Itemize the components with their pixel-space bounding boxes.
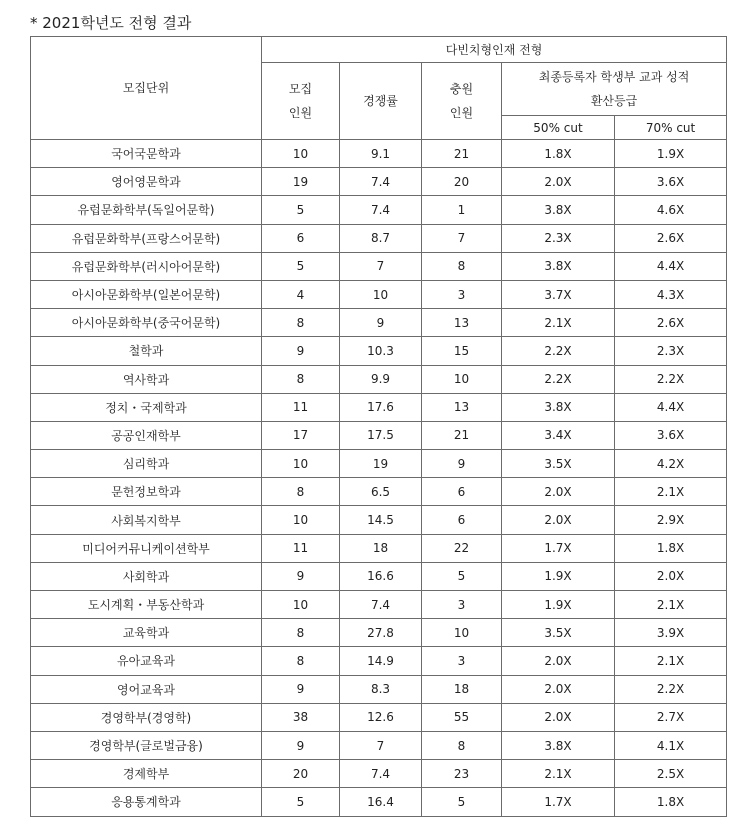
cell-quota: 6 <box>262 224 340 252</box>
cell-cut70: 2.0X <box>615 562 727 590</box>
cell-cut70: 4.4X <box>615 393 727 421</box>
cell-cut70: 4.3X <box>615 280 727 308</box>
cell-quota: 20 <box>262 760 340 788</box>
table-row <box>31 562 727 590</box>
cell-unit: 아시아문화학부(일본어문학) <box>31 280 262 308</box>
cell-competition-rate: 27.8 <box>340 619 422 647</box>
cell-added: 1 <box>422 196 502 224</box>
cell-added: 10 <box>422 365 502 393</box>
cell-unit: 영어교육과 <box>31 675 262 703</box>
cell-unit: 영어영문학과 <box>31 168 262 196</box>
cell-cut50: 2.0X <box>502 168 615 196</box>
cell-quota: 5 <box>262 788 340 816</box>
cell-quota: 17 <box>262 421 340 449</box>
cell-competition-rate: 18 <box>340 534 422 562</box>
cell-added: 55 <box>422 703 502 731</box>
cell-cut50: 3.8X <box>502 252 615 280</box>
cell-cut70: 2.6X <box>615 224 727 252</box>
cell-cut70: 2.5X <box>615 760 727 788</box>
header-quota-line2: 인원 <box>288 106 313 120</box>
cell-quota: 10 <box>262 450 340 478</box>
cell-competition-rate: 8.7 <box>340 224 422 252</box>
cell-competition-rate: 7 <box>340 731 422 759</box>
cell-cut50: 2.2X <box>502 337 615 365</box>
cell-cut70: 3.6X <box>615 421 727 449</box>
cell-cut50: 3.8X <box>502 196 615 224</box>
cell-added: 3 <box>422 647 502 675</box>
cell-quota: 8 <box>262 619 340 647</box>
cell-unit: 사회복지학부 <box>31 506 262 534</box>
table-row <box>31 421 727 449</box>
cell-competition-rate: 6.5 <box>340 478 422 506</box>
table-row <box>31 703 727 731</box>
table-row <box>31 252 727 280</box>
cell-cut50: 2.0X <box>502 703 615 731</box>
cell-cut50: 2.2X <box>502 365 615 393</box>
cell-competition-rate: 9.1 <box>340 140 422 168</box>
header-quota <box>262 63 340 140</box>
cell-competition-rate: 9.9 <box>340 365 422 393</box>
cell-competition-rate: 10.3 <box>340 337 422 365</box>
cell-added: 15 <box>422 337 502 365</box>
cell-cut70: 2.1X <box>615 647 727 675</box>
cell-cut50: 3.5X <box>502 619 615 647</box>
header-quota-line1: 모집 <box>288 82 313 96</box>
cell-added: 5 <box>422 562 502 590</box>
cell-unit: 사회학과 <box>31 562 262 590</box>
cell-competition-rate: 8.3 <box>340 675 422 703</box>
cell-cut50: 3.5X <box>502 450 615 478</box>
cell-added: 13 <box>422 393 502 421</box>
cell-added: 7 <box>422 224 502 252</box>
cell-cut50: 1.7X <box>502 534 615 562</box>
cell-quota: 8 <box>262 647 340 675</box>
cell-cut70: 4.4X <box>615 252 727 280</box>
cell-quota: 9 <box>262 562 340 590</box>
header-added-line1: 충원 <box>449 82 474 96</box>
cell-quota: 8 <box>262 309 340 337</box>
cell-quota: 5 <box>262 252 340 280</box>
cell-competition-rate: 7 <box>340 252 422 280</box>
cell-cut50: 3.8X <box>502 393 615 421</box>
cell-quota: 9 <box>262 337 340 365</box>
cell-cut70: 2.2X <box>615 365 727 393</box>
table-row <box>31 478 727 506</box>
cell-quota: 11 <box>262 534 340 562</box>
cell-cut70: 4.1X <box>615 731 727 759</box>
table-row <box>31 450 727 478</box>
header-added <box>422 63 502 140</box>
table-row <box>31 196 727 224</box>
cell-competition-rate: 10 <box>340 280 422 308</box>
cell-cut70: 2.2X <box>615 675 727 703</box>
table-row <box>31 224 727 252</box>
cell-quota: 11 <box>262 393 340 421</box>
cell-cut70: 4.2X <box>615 450 727 478</box>
cell-added: 22 <box>422 534 502 562</box>
cell-unit: 아시아문화학부(중국어문학) <box>31 309 262 337</box>
cell-unit: 철학과 <box>31 337 262 365</box>
cell-quota: 10 <box>262 140 340 168</box>
table-row <box>31 647 727 675</box>
cell-quota: 19 <box>262 168 340 196</box>
cell-added: 18 <box>422 675 502 703</box>
cell-unit: 유럽문화학부(러시아어문학) <box>31 252 262 280</box>
cell-cut70: 3.9X <box>615 619 727 647</box>
cell-added: 21 <box>422 421 502 449</box>
cell-unit: 교육학과 <box>31 619 262 647</box>
cell-competition-rate: 7.4 <box>340 196 422 224</box>
cell-cut50: 1.8X <box>502 140 615 168</box>
cell-cut50: 2.0X <box>502 647 615 675</box>
cell-unit: 국어국문학과 <box>31 140 262 168</box>
cell-cut50: 2.0X <box>502 478 615 506</box>
cell-competition-rate: 14.5 <box>340 506 422 534</box>
cell-added: 21 <box>422 140 502 168</box>
cell-added: 5 <box>422 788 502 816</box>
cell-competition-rate: 7.4 <box>340 760 422 788</box>
cell-unit: 정치・국제학과 <box>31 393 262 421</box>
cell-cut50: 2.1X <box>502 309 615 337</box>
cell-cut70: 1.8X <box>615 534 727 562</box>
cell-cut70: 1.8X <box>615 788 727 816</box>
cell-added: 20 <box>422 168 502 196</box>
cell-unit: 유아교육과 <box>31 647 262 675</box>
table-row <box>31 591 727 619</box>
cell-cut70: 2.9X <box>615 506 727 534</box>
cell-unit: 유럽문화학부(프랑스어문학) <box>31 224 262 252</box>
cell-cut50: 2.0X <box>502 506 615 534</box>
cell-competition-rate: 19 <box>340 450 422 478</box>
cell-competition-rate: 16.4 <box>340 788 422 816</box>
cell-added: 6 <box>422 478 502 506</box>
cell-competition-rate: 12.6 <box>340 703 422 731</box>
table-row <box>31 337 727 365</box>
cell-cut70: 1.9X <box>615 140 727 168</box>
header-grade-line1: 최종등록자 학생부 교과 성적 <box>538 70 690 84</box>
header-grade-line2: 환산등급 <box>590 94 638 108</box>
table-row <box>31 534 727 562</box>
cell-competition-rate: 9 <box>340 309 422 337</box>
cell-cut50: 2.1X <box>502 760 615 788</box>
cell-competition-rate: 7.4 <box>340 168 422 196</box>
cell-competition-rate: 16.6 <box>340 562 422 590</box>
admission-results-table <box>30 36 727 817</box>
cell-cut70: 3.6X <box>615 168 727 196</box>
cell-cut50: 1.9X <box>502 591 615 619</box>
table-row <box>31 760 727 788</box>
table-row <box>31 393 727 421</box>
cell-cut50: 2.0X <box>502 675 615 703</box>
cell-quota: 10 <box>262 506 340 534</box>
table-body <box>31 140 727 817</box>
cell-cut50: 3.7X <box>502 280 615 308</box>
table-row <box>31 365 727 393</box>
cell-quota: 9 <box>262 731 340 759</box>
header-unit: 모집단위 <box>31 37 262 140</box>
table-row <box>31 619 727 647</box>
cell-added: 3 <box>422 280 502 308</box>
cell-quota: 9 <box>262 675 340 703</box>
cell-cut70: 2.7X <box>615 703 727 731</box>
header-grade <box>502 63 727 116</box>
header-competition: 경쟁률 <box>340 63 422 140</box>
cell-cut70: 2.1X <box>615 591 727 619</box>
cell-unit: 역사학과 <box>31 365 262 393</box>
cell-added: 23 <box>422 760 502 788</box>
table-row <box>31 309 727 337</box>
cell-competition-rate: 14.9 <box>340 647 422 675</box>
header-added-line2: 인원 <box>449 106 474 120</box>
header-group: 다빈치형인재 전형 <box>262 37 727 63</box>
cell-added: 3 <box>422 591 502 619</box>
table-row <box>31 675 727 703</box>
cell-unit: 미디어커뮤니케이션학부 <box>31 534 262 562</box>
table-row <box>31 506 727 534</box>
cell-unit: 문헌정보학과 <box>31 478 262 506</box>
cell-unit: 경영학부(경영학) <box>31 703 262 731</box>
cell-competition-rate: 17.6 <box>340 393 422 421</box>
cell-cut50: 2.3X <box>502 224 615 252</box>
cell-competition-rate: 17.5 <box>340 421 422 449</box>
cell-cut50: 3.4X <box>502 421 615 449</box>
page-title: * 2021학년도 전형 결과 <box>30 14 192 32</box>
header-cut50: 50% cut <box>502 116 615 140</box>
cell-unit: 응용통계학과 <box>31 788 262 816</box>
cell-quota: 5 <box>262 196 340 224</box>
cell-unit: 심리학과 <box>31 450 262 478</box>
table-row <box>31 140 727 168</box>
table-row <box>31 280 727 308</box>
cell-cut70: 2.6X <box>615 309 727 337</box>
cell-added: 10 <box>422 619 502 647</box>
cell-added: 13 <box>422 309 502 337</box>
cell-unit: 도시계획・부동산학과 <box>31 591 262 619</box>
cell-added: 8 <box>422 731 502 759</box>
cell-cut70: 2.3X <box>615 337 727 365</box>
cell-competition-rate: 7.4 <box>340 591 422 619</box>
cell-added: 9 <box>422 450 502 478</box>
table-row <box>31 731 727 759</box>
cell-quota: 4 <box>262 280 340 308</box>
cell-unit: 공공인재학부 <box>31 421 262 449</box>
table-row <box>31 788 727 816</box>
cell-cut70: 2.1X <box>615 478 727 506</box>
table-row <box>31 168 727 196</box>
cell-unit: 경제학부 <box>31 760 262 788</box>
cell-unit: 유럽문화학부(독일어문학) <box>31 196 262 224</box>
cell-quota: 8 <box>262 365 340 393</box>
cell-added: 8 <box>422 252 502 280</box>
cell-cut70: 4.6X <box>615 196 727 224</box>
cell-quota: 8 <box>262 478 340 506</box>
header-cut70: 70% cut <box>615 116 727 140</box>
cell-cut50: 1.7X <box>502 788 615 816</box>
cell-quota: 38 <box>262 703 340 731</box>
cell-cut50: 1.9X <box>502 562 615 590</box>
cell-unit: 경영학부(글로벌금융) <box>31 731 262 759</box>
cell-cut50: 3.8X <box>502 731 615 759</box>
cell-quota: 10 <box>262 591 340 619</box>
cell-added: 6 <box>422 506 502 534</box>
